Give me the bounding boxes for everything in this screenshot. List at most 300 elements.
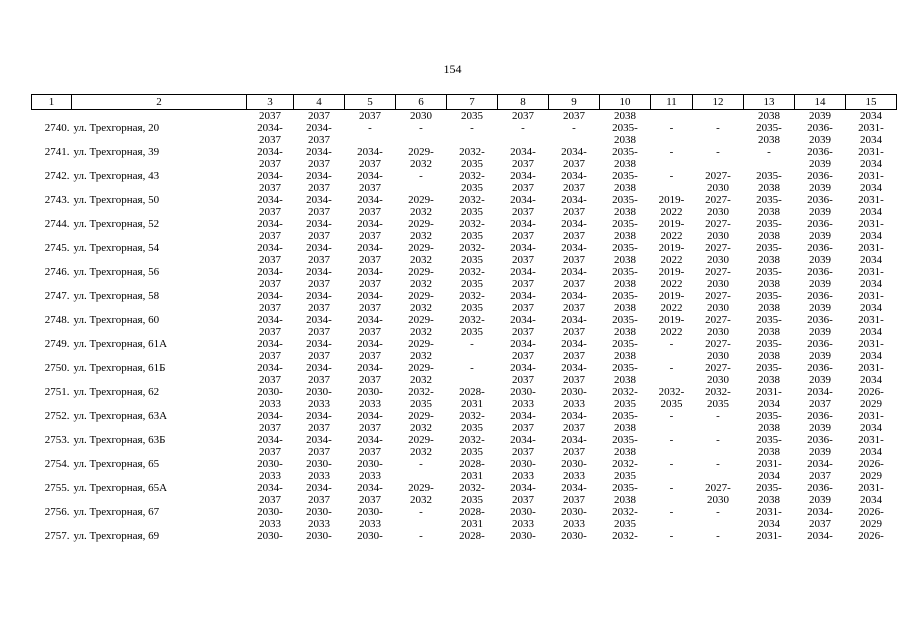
table-cell: 2038 (758, 206, 780, 218)
table-cell: 2030- (257, 506, 283, 518)
column-header: 5 (345, 95, 396, 110)
table-cell (32, 110, 72, 123)
table-cell: 2037 (359, 230, 381, 242)
table-cell (72, 326, 247, 338)
table-cell: 2030- (357, 458, 383, 470)
table-cell: 2037 (359, 494, 381, 506)
table-cell: 2034- (357, 482, 383, 494)
table-cell (32, 302, 72, 314)
table-cell: 2037 (359, 206, 381, 218)
table-cell (72, 134, 247, 146)
table-cell: 2039 (809, 374, 831, 386)
table-cell: ул. Трехгорная, 60 (73, 314, 160, 326)
table-cell: 2030- (357, 386, 383, 398)
table-cell: 2032 (410, 158, 432, 170)
table-row (32, 146, 897, 158)
table-cell: 2037 (259, 374, 281, 386)
table-cell: 2031 (461, 470, 483, 482)
table-cell: 2039 (809, 494, 831, 506)
table-cell (72, 302, 247, 314)
table-cell: 2031- (858, 362, 884, 374)
table-cell: 2035- (612, 290, 638, 302)
table-cell: 2038 (614, 350, 636, 362)
table-cell: 2039 (809, 278, 831, 290)
table-row-continuation (32, 518, 897, 530)
table-cell: 2032 (410, 206, 432, 218)
table-cell: 2034 (860, 278, 882, 290)
table-cell: 2034- (306, 362, 332, 374)
table-cell: - (716, 506, 720, 518)
table-cell: 2032- (459, 242, 485, 254)
table-cell: 2035 (461, 254, 483, 266)
table-cell: 2037 (512, 374, 534, 386)
table-cell: 2037 (259, 206, 281, 218)
table-cell: - (669, 530, 674, 542)
table-cell: 2029- (408, 362, 434, 374)
table-cell (651, 182, 693, 194)
table-cell: 2032- (612, 386, 638, 398)
table-cell: 2029- (408, 266, 434, 278)
table-cell (396, 518, 447, 530)
table-cell: 2037 (563, 110, 585, 122)
table-cell: 2032- (459, 146, 485, 158)
table-cell: 2756. (44, 506, 70, 518)
table-row-continuation (32, 254, 897, 266)
table-cell: 2030- (357, 530, 383, 542)
table-cell: 2033 (308, 470, 330, 482)
table-cell: - (368, 122, 372, 134)
column-header: 15 (846, 95, 897, 110)
table-cell: 2034 (860, 446, 882, 458)
table-cell: 2033 (563, 518, 585, 530)
table-cell: 2035 (461, 110, 483, 122)
table-cell: 2029 (860, 470, 882, 482)
table-cell: 2034- (257, 194, 283, 206)
table-cell: 2035- (756, 434, 782, 446)
table-cell: - (521, 122, 525, 134)
table-cell: 2037 (259, 278, 281, 290)
table-cell: 2037 (512, 350, 534, 362)
table-cell: 2034- (306, 266, 332, 278)
table-cell: 2038 (614, 446, 636, 458)
table-cell: 2030 (410, 110, 432, 122)
table-cell: 2027- (705, 362, 731, 374)
table-cell: 2019- (658, 242, 685, 254)
table-cell: 2036- (807, 146, 833, 158)
table-cell: 2034 (758, 470, 780, 482)
table-cell (72, 158, 247, 170)
table-cell: 2034- (357, 194, 383, 206)
table-cell: 2037 (512, 494, 534, 506)
table-cell: 2034 (758, 398, 780, 410)
table-cell: 2036- (807, 410, 833, 422)
table-cell (32, 518, 72, 530)
table-cell: 2022 (660, 326, 683, 338)
table-cell: 2037 (563, 494, 585, 506)
table-cell (651, 374, 693, 386)
table-cell: 2039 (809, 134, 831, 146)
table-row-continuation (32, 422, 897, 434)
table-cell: 2034- (561, 146, 587, 158)
table-cell: 2030- (561, 386, 587, 398)
table-row (32, 122, 897, 134)
table-cell: 2035- (756, 122, 782, 134)
table-cell: 2034- (561, 338, 587, 350)
table-cell: 2037 (512, 254, 534, 266)
table-cell (72, 278, 247, 290)
table-cell: 2034- (257, 338, 283, 350)
table-cell: 2030- (561, 530, 587, 542)
table-row-continuation (32, 470, 897, 482)
table-cell: 2032- (459, 410, 485, 422)
table-cell: 2755. (44, 482, 70, 494)
table-cell: 2747. (44, 290, 70, 302)
table-cell: 2027- (705, 338, 731, 350)
table-cell: 2034 (860, 110, 882, 122)
table-cell: 2038 (614, 230, 636, 242)
table-cell: 2034- (357, 434, 383, 446)
table-cell: 2032- (459, 194, 485, 206)
table-cell (72, 350, 247, 362)
table-cell: 2022 (660, 254, 683, 266)
table-cell: 2039 (809, 422, 831, 434)
table-cell: - (419, 506, 423, 518)
table-cell (72, 518, 247, 530)
table-cell (72, 374, 247, 386)
table-cell: ул. Трехгорная, 61А (73, 338, 168, 350)
table-cell: 2034 (860, 230, 882, 242)
table-cell: 2038 (614, 326, 636, 338)
table-row (32, 386, 897, 398)
table-cell: 2035- (756, 338, 782, 350)
table-row (32, 218, 897, 230)
table-cell: 2032 (410, 446, 432, 458)
table-cell: - (669, 122, 674, 134)
table-cell: 2034 (758, 518, 780, 530)
table-cell (447, 374, 498, 386)
table-cell: 2029- (408, 290, 434, 302)
table-cell (651, 422, 693, 434)
table-cell (693, 422, 744, 434)
table-cell: 2030 (707, 326, 729, 338)
table-cell: 2031- (858, 194, 884, 206)
table-cell: 2037 (259, 302, 281, 314)
table-cell: 2037 (259, 158, 281, 170)
table-cell: 2038 (758, 326, 780, 338)
table-cell: 2034- (510, 170, 536, 182)
table-cell: 2032 (410, 230, 432, 242)
table-cell: 2035- (612, 434, 638, 446)
table-cell (72, 422, 247, 434)
table-cell: 2038 (758, 422, 780, 434)
table-cell: 2032 (410, 302, 432, 314)
table-cell (32, 278, 72, 290)
table-cell: 2037 (809, 518, 831, 530)
table-cell: 2029- (408, 314, 434, 326)
table-cell: 2037 (259, 230, 281, 242)
table-cell: 2034- (807, 506, 833, 518)
column-header: 7 (447, 95, 498, 110)
table-cell: 2035- (612, 170, 638, 182)
table-cell: 2034- (561, 410, 587, 422)
table-cell: - (669, 362, 674, 374)
table-cell: 2032 (410, 350, 432, 362)
table-cell: 2038 (758, 230, 780, 242)
table-cell: 2037 (308, 254, 330, 266)
table-cell (72, 110, 247, 123)
table-row (32, 290, 897, 302)
table-cell: 2033 (308, 398, 330, 410)
table-cell: 2034- (257, 434, 283, 446)
table-cell: 2035- (612, 410, 638, 422)
table-cell: 2037 (308, 422, 330, 434)
table-cell: - (419, 122, 423, 134)
table-row (32, 434, 897, 446)
table-row (32, 530, 897, 542)
table-cell: 2031- (756, 458, 782, 470)
table-cell: 2031- (756, 506, 782, 518)
table-cell: 2034- (306, 146, 332, 158)
table-cell: 2034- (357, 362, 383, 374)
table-cell: 2034- (257, 362, 283, 374)
table-cell: 2746. (44, 266, 70, 278)
table-cell: 2037 (563, 278, 585, 290)
table-cell: - (669, 170, 674, 182)
table-cell: 2033 (563, 470, 585, 482)
table-cell: 2037 (563, 374, 585, 386)
table-cell: 2027- (705, 290, 731, 302)
table-cell: 2030 (707, 278, 729, 290)
table-cell: 2035 (461, 302, 483, 314)
table-cell: 2037 (259, 494, 281, 506)
table-cell: 2035- (612, 338, 638, 350)
table-row (32, 266, 897, 278)
table-cell (72, 446, 247, 458)
table-cell: 2748. (44, 314, 70, 326)
table-cell: 2034- (357, 218, 383, 230)
table-cell: 2038 (614, 182, 636, 194)
table-cell: 2034- (306, 410, 332, 422)
table-cell: 2037 (259, 182, 281, 194)
table-cell: 2037 (512, 422, 534, 434)
table-cell: 2037 (308, 374, 330, 386)
schedule-table (31, 94, 897, 542)
table-cell: 2034- (357, 242, 383, 254)
table-cell: 2027- (705, 482, 731, 494)
table-cell: 2030- (357, 506, 383, 518)
table-cell: ул. Трехгорная, 58 (73, 290, 160, 302)
table-header (32, 95, 897, 110)
table-cell: 2037 (308, 158, 330, 170)
table-cell: 2030 (707, 350, 729, 362)
table-cell: 2032 (410, 422, 432, 434)
table-cell: 2030 (707, 206, 729, 218)
table-cell: 2754. (44, 458, 70, 470)
table-cell: 2037 (259, 326, 281, 338)
table-cell: 2037 (308, 182, 330, 194)
table-cell: 2032- (459, 482, 485, 494)
table-cell: 2031 (461, 398, 483, 410)
table-cell: 2031- (858, 290, 884, 302)
table-row-continuation (32, 446, 897, 458)
table-cell: 2034- (807, 458, 833, 470)
table-cell: 2037 (259, 254, 281, 266)
column-header: 11 (651, 95, 693, 110)
table-cell (651, 350, 693, 362)
table-cell: 2034- (510, 194, 536, 206)
table-cell: - (669, 338, 674, 350)
table-cell: 2035 (660, 398, 683, 410)
table-cell: 2034- (357, 170, 383, 182)
table-cell: 2038 (614, 302, 636, 314)
table-cell (651, 446, 693, 458)
table-cell: 2034- (257, 242, 283, 254)
table-cell: 2034- (306, 314, 332, 326)
table-cell (651, 158, 693, 170)
table-cell: 2037 (259, 446, 281, 458)
table-cell: 2032 (410, 278, 432, 290)
table-cell: 2035- (756, 170, 782, 182)
table-cell: 2038 (758, 350, 780, 362)
table-cell: 2032- (612, 530, 638, 542)
table-cell: 2028- (459, 506, 485, 518)
table-cell: 2030- (510, 458, 536, 470)
table-cell: 2036- (807, 122, 833, 134)
table-cell: 2039 (809, 230, 831, 242)
table-cell: 2030- (257, 530, 283, 542)
table-cell: 2037 (259, 110, 281, 122)
table-cell (651, 494, 693, 506)
table-cell: 2032- (612, 506, 638, 518)
table-cell: ул. Трехгорная, 56 (73, 266, 160, 278)
table-cell: 2034- (561, 434, 587, 446)
table-cell: 2035- (756, 194, 782, 206)
table-cell (72, 398, 247, 410)
table-cell: 2039 (809, 206, 831, 218)
table-cell: 2030 (707, 254, 729, 266)
table-cell: 2033 (359, 518, 381, 530)
table-cell: - (716, 146, 720, 158)
column-header: 6 (396, 95, 447, 110)
table-cell (72, 254, 247, 266)
table-cell: 2027- (705, 170, 731, 182)
table-cell: - (716, 458, 720, 470)
table-cell: 2029- (408, 482, 434, 494)
table-cell: 2030 (707, 302, 729, 314)
table-cell: 2037 (563, 446, 585, 458)
table-cell: 2031- (858, 434, 884, 446)
table-cell: 2037 (308, 206, 330, 218)
table-cell: 2740. (44, 122, 70, 134)
table-cell: 2035- (756, 482, 782, 494)
table-cell: 2027- (705, 218, 731, 230)
table-row (32, 194, 897, 206)
table-cell: 2035 (461, 422, 483, 434)
table-cell (396, 134, 447, 146)
table-cell (72, 206, 247, 218)
table-cell: 2030- (306, 530, 332, 542)
table-row-continuation (32, 326, 897, 338)
table-cell: 2035 (614, 398, 636, 410)
table-cell (72, 182, 247, 194)
table-cell: 2032- (459, 314, 485, 326)
table-cell: 2037 (359, 278, 381, 290)
table-row-continuation (32, 230, 897, 242)
table-cell: ул. Трехгорная, 39 (73, 146, 160, 158)
table-cell (693, 134, 744, 146)
table-cell: 2037 (563, 326, 585, 338)
table-cell: 2038 (614, 254, 636, 266)
table-cell: 2032- (459, 290, 485, 302)
table-cell: 2034- (510, 314, 536, 326)
table-cell: 2034- (561, 290, 587, 302)
table-cell: 2037 (359, 182, 381, 194)
table-cell: 2035 (461, 182, 483, 194)
column-header: 4 (294, 95, 345, 110)
table-cell: 2039 (809, 326, 831, 338)
table-cell: 2029- (408, 194, 434, 206)
table-cell: 2029- (408, 218, 434, 230)
table-cell: 2034- (306, 242, 332, 254)
table-cell: ул. Трехгорная, 63Б (73, 434, 166, 446)
table-cell: ул. Трехгорная, 67 (73, 506, 160, 518)
table-row-continuation (32, 206, 897, 218)
table-cell: 2035 (461, 206, 483, 218)
table-cell: 2034 (860, 350, 882, 362)
table-cell: 2037 (308, 134, 330, 146)
table-cell: 2034- (561, 314, 587, 326)
table-cell: 2037 (563, 422, 585, 434)
table-cell: 2030- (561, 506, 587, 518)
table-cell: 2034- (357, 338, 383, 350)
table-cell: 2034- (807, 386, 833, 398)
table-cell: 2036- (807, 194, 833, 206)
table-cell: 2037 (359, 254, 381, 266)
table-cell: 2029- (408, 338, 434, 350)
table-cell: 2039 (809, 182, 831, 194)
table-cell (32, 134, 72, 146)
table-cell (396, 470, 447, 482)
table-cell: 2037 (359, 326, 381, 338)
table-cell: 2038 (758, 254, 780, 266)
table-cell (32, 206, 72, 218)
table-cell: 2036- (807, 434, 833, 446)
table-cell (549, 134, 600, 146)
table-cell: 2031- (858, 122, 884, 134)
table-cell: 2035- (756, 314, 782, 326)
table-cell: 2039 (809, 446, 831, 458)
table-cell: 2038 (758, 182, 780, 194)
table-cell: 2030 (707, 494, 729, 506)
table-cell: 2035 (461, 230, 483, 242)
table-cell: 2030- (510, 506, 536, 518)
table-cell: 2039 (809, 158, 831, 170)
table-cell: 2034- (357, 266, 383, 278)
table-cell: 2034- (257, 266, 283, 278)
table-cell: 2035- (612, 146, 638, 158)
column-header: 12 (693, 95, 744, 110)
table-cell: 2033 (259, 398, 281, 410)
table-cell: 2033 (359, 470, 381, 482)
table-cell: 2037 (359, 110, 381, 122)
table-cell: 2032 (410, 326, 432, 338)
table-cell (651, 134, 693, 146)
table-cell: 2030- (306, 458, 332, 470)
table-cell: 2022 (660, 206, 683, 218)
table-cell: 2039 (809, 302, 831, 314)
table-cell: 2753. (44, 434, 70, 446)
table-cell (693, 110, 744, 123)
